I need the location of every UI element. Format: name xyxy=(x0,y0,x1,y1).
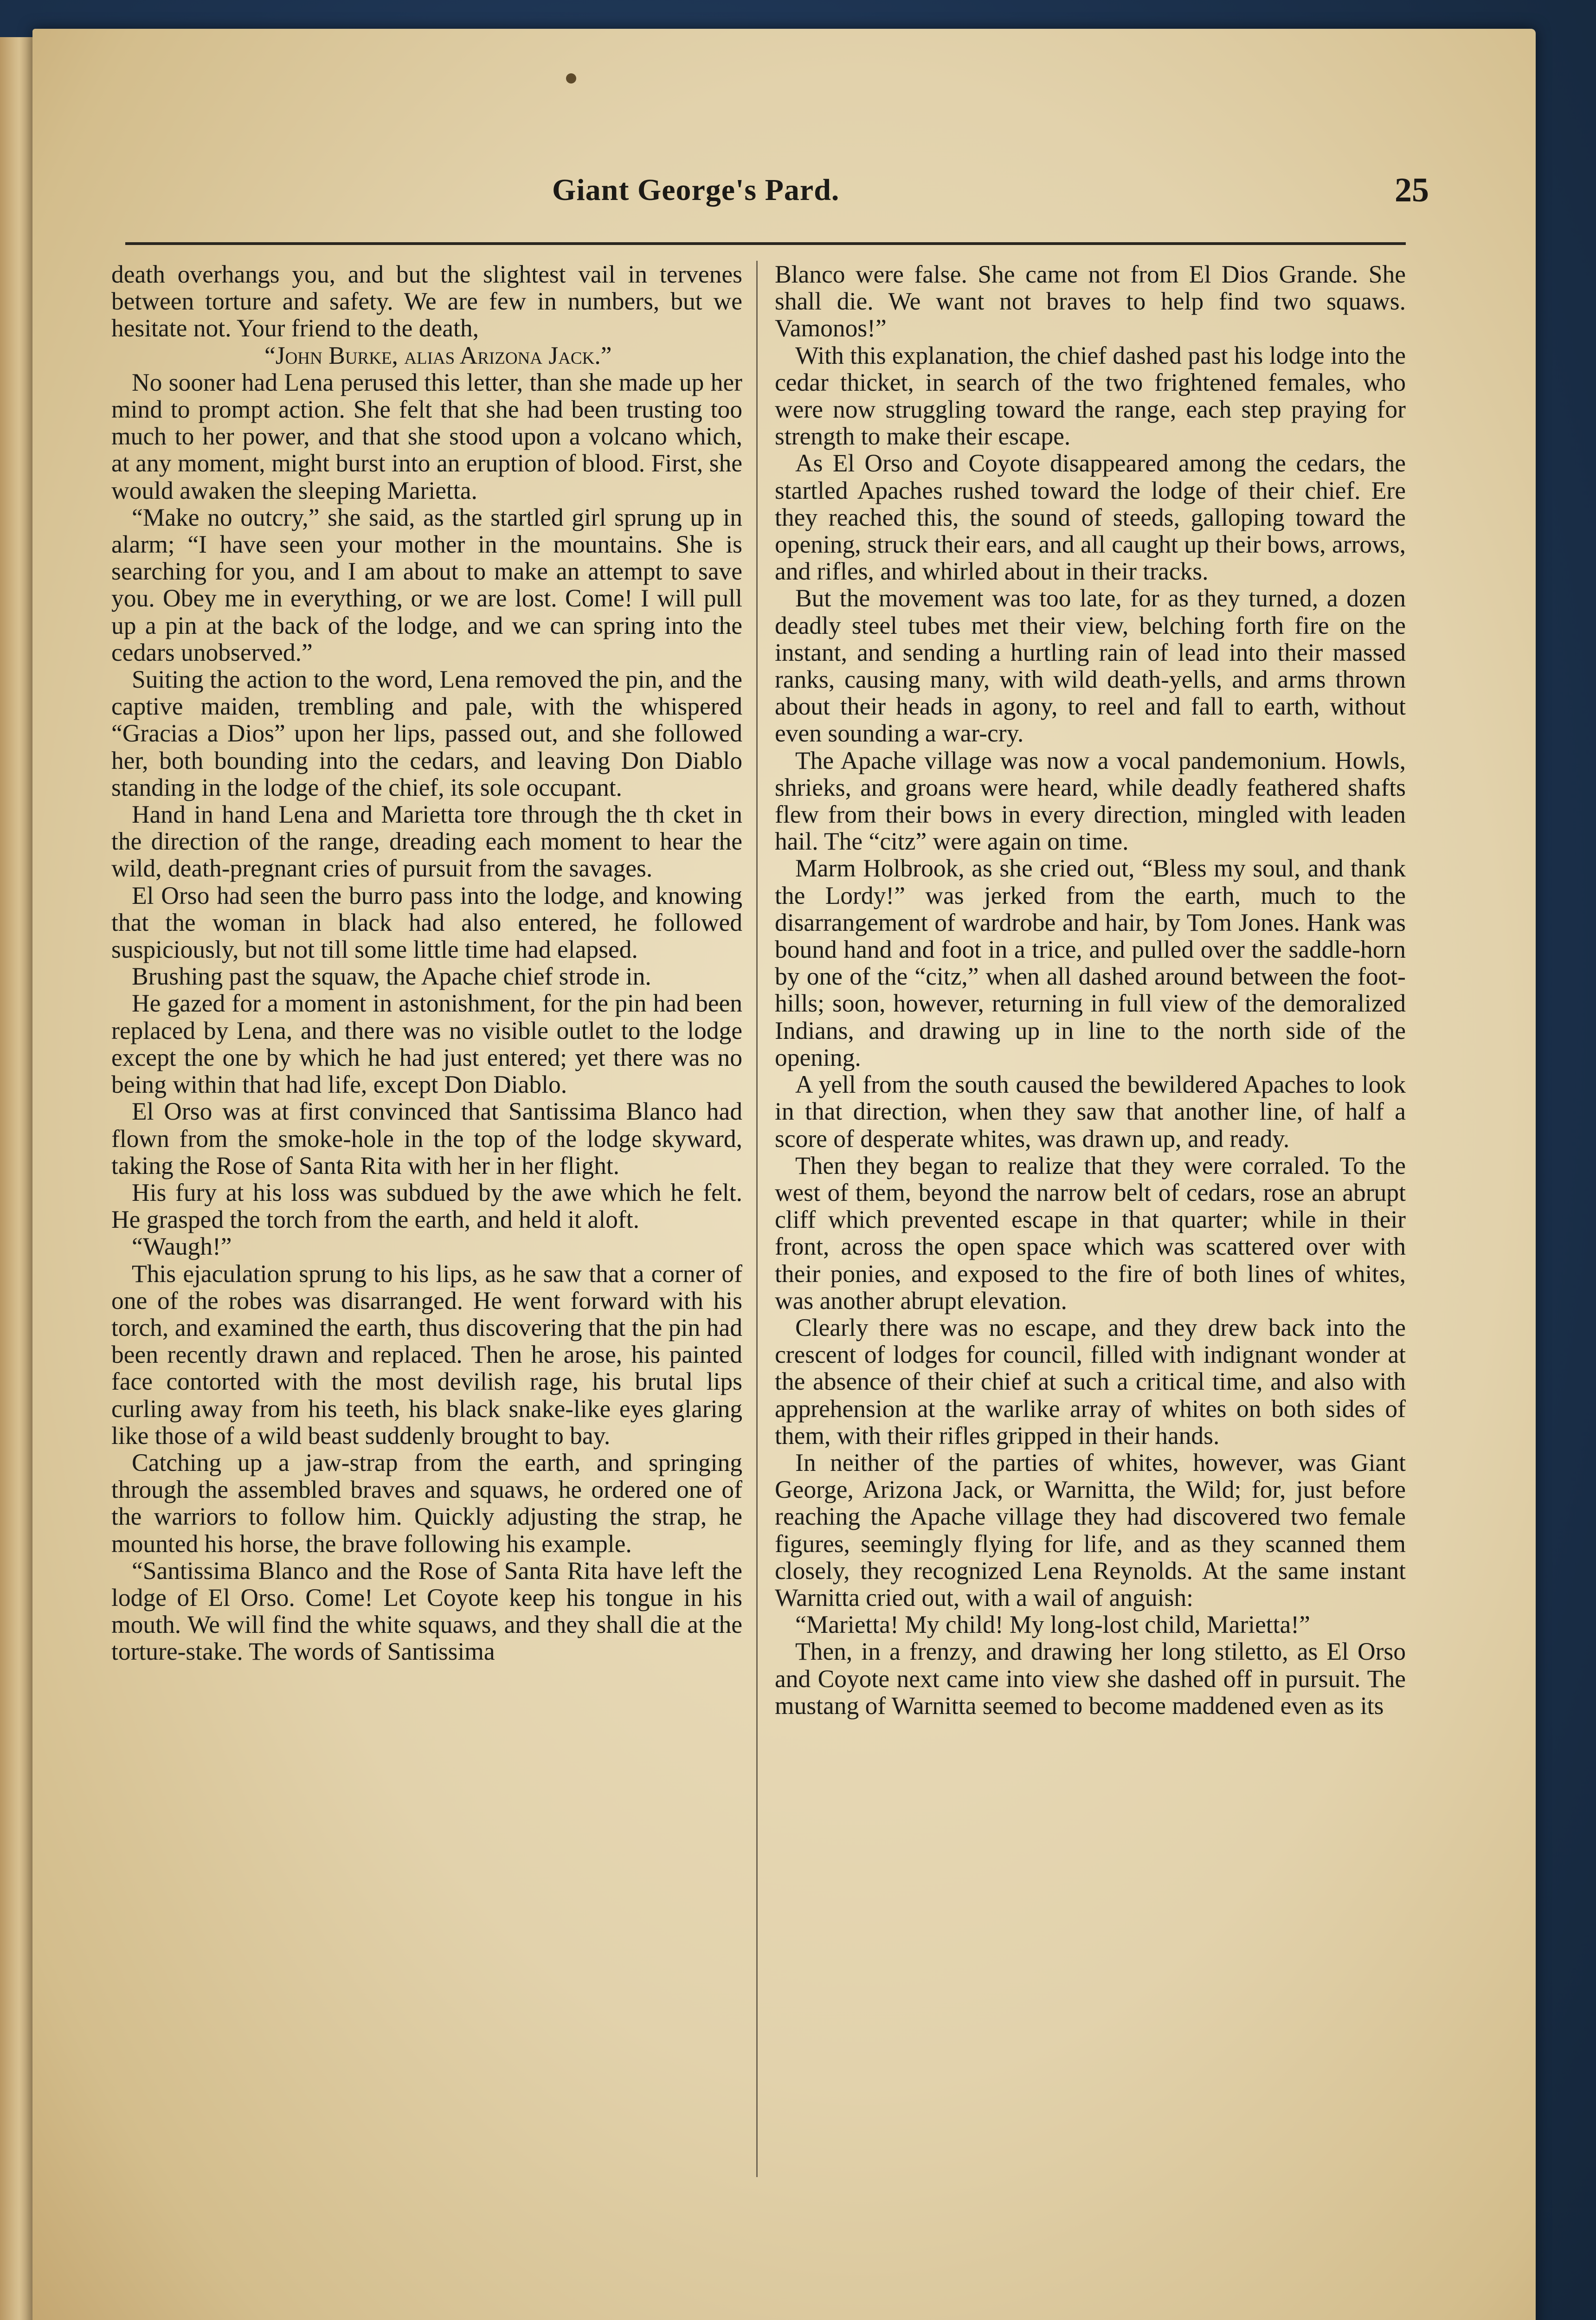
book-page xyxy=(32,29,1536,2320)
paragraph: “Santissima Blanco and the Rose of Santa Rita have left the lodge of El Orso. Come! Let Coyote keep his tongue in his mouth. We will find the white squaws, and they shall die at the torture-stake. The words of Santissima xyxy=(111,1556,742,1666)
page-blemish xyxy=(566,73,576,84)
paragraph: El Orso was at first convinced that Santissima Blanco had flown from the smoke-hole in the top of the lodge skyward, taking the Rose of Santa Rita with her in her flight. xyxy=(111,1097,742,1179)
page-header xyxy=(116,159,1443,214)
left-column xyxy=(111,261,742,1665)
paragraph: Brushing past the squaw, the Apache chief strode in. xyxy=(132,962,651,991)
paragraph: The Apache village was now a vocal pandemonium. Howls, shrieks, and groans were heard, while deadly feathered shafts flew from their bows in every direction, mingled with leaden hail. The “citz” were again on time. xyxy=(775,746,1406,856)
paragraph: Then, in a frenzy, and drawing her long stiletto, as El Orso and Coyote next came into view she dashed off in pursuit. The mustang of Warnitta seemed to become maddened even as its xyxy=(775,1637,1406,1720)
paragraph: No sooner had Lena perused this letter, than she made up her mind to prompt action. She felt that she had been trusting too much to her power, and that she stood upon a volcano which, at any moment, might burst into an eruption of blood. First, she would awaken the sleeping Marietta. xyxy=(111,368,742,504)
column-divider xyxy=(756,261,758,2177)
paragraph: Clearly there was no escape, and they drew back into the crescent of lodges for council, filled with indignant wonder at the absence of their chief at such a critical time, and also with apprehension at the warlike array of whites on both sides of them, with their rifles gripped in their hands. xyxy=(775,1313,1406,1450)
right-column xyxy=(775,261,1406,1719)
paragraph: Blanco were false. She came not from El Dios Grande. She shall die. We want not braves to help find two squaws. Vamonos!” xyxy=(775,260,1406,342)
paragraph: death overhangs you, and but the slightest vail in tervenes between torture and safety. We are few in numbers, but we hesitate not. Your friend to the death, xyxy=(111,260,742,342)
paragraph: He gazed for a moment in astonishment, for the pin had been replaced by Lena, and there was no visible outlet to the lodge except the one by which he had just entered; yet there was no being within that had life, except Don Diablo. xyxy=(111,989,742,1099)
paragraph: With this explanation, the chief dashed past his lodge into the cedar thicket, in search of the two frightened females, who were now struggling toward the range, each step praying for strength to make their escape. xyxy=(775,341,1406,451)
paragraph: But the movement was too late, for as they turned, a dozen deadly steel tubes met their view, belching forth fire on the instant, and sending a hurtling rain of lead into their massed ranks, causing many, with wild death-yells, and arms thrown about their heads in agony, to reel and fall to earth, without even sounding a war-cry. xyxy=(775,584,1406,748)
paragraph: “Make no outcry,” she said, as the startled girl sprung up in alarm; “I have seen your mother in the mountains. She is searching for you, and I am about to make an attempt to save you. Obey me in everything, or we are lost. Come! I will pull up a pin at the back of the lodge, and we can spring into the cedars unobserved.” xyxy=(111,503,742,666)
page-number: 25 xyxy=(1395,171,1429,209)
paragraph: Marm Holbrook, as she cried out, “Bless my soul, and thank the Lordy!” was jerked from the earth, much to the disarrangement of wardrobe and hair, by Tom Jones. Hank was bound hand and foot in a trice, and pulled over the saddle-horn by one of the “citz,” when all dashed around between the foot-hills; soon, however, returning in full view of the demoralized Indians, and drawing up in line to the north side of the opening. xyxy=(775,854,1406,1071)
paragraph: Suiting the action to the word, Lena removed the pin, and the captive maiden, trembling and pale, with the whispered “Gracias a Dios” upon her lips, passed out, and she followed her, both bounding into the cedars, and leaving Don Diablo standing in the lodge of the chief, its sole occupant. xyxy=(111,665,742,801)
letter-signature: “John Burke, alias Arizona Jack.” xyxy=(264,341,612,369)
paragraph: His fury at his loss was subdued by the awe which he felt. He grasped the torch from the earth, and held it aloft. xyxy=(111,1178,742,1234)
paragraph: This ejaculation sprung to his lips, as he saw that a corner of one of the robes was disarranged. He went forward with his torch, and examined the earth, thus discovering that the pin had been recently drawn and replaced. Then he arose, his painted face contorted with the most devilish rage, his brutal lips curling away from his teeth, his black snake-like eyes glaring like those of a wild beast suddenly brought to bay. xyxy=(111,1259,742,1450)
header-rule xyxy=(125,242,1406,245)
paragraph: In neither of the parties of whites, however, was Giant George, Arizona Jack, or Warnitta, the Wild; for, just before reaching the Apache village they had discovered two female figures, seemingly flying for life, and as they scanned them closely, they recognized Lena Reynolds. At the same instant Warnitta cried out, with a wail of anguish: xyxy=(775,1448,1406,1611)
paragraph: As El Orso and Coyote disappeared among the cedars, the startled Apaches rushed toward the lodge of their chief. Ere they reached this, the sound of steeds, galloping toward the opening, struck their ears, and all caught up their bows, arrows, and rifles, and whirled about in their tracks. xyxy=(775,449,1406,586)
paragraph: “Waugh!” xyxy=(132,1232,232,1261)
paragraph: Hand in hand Lena and Marietta tore through the th cket in the direction of the range, dreading each moment to hear the wild, death-pregnant cries of pursuit from the savages. xyxy=(111,800,742,883)
paragraph: A yell from the south caused the bewildered Apaches to look in that direction, when they saw that another line, of half a score of desperate whites, was drawn up, and ready. xyxy=(775,1070,1406,1153)
paragraph: Then they began to realize that they were corraled. To the west of them, beyond the narrow belt of cedars, rose an abrupt cliff which prevented escape in that quarter; while in their front, across the open space which was scattered over with their ponies, and exposed to the fire of both lines of whites, was another abrupt elevation. xyxy=(775,1151,1406,1315)
paragraph: Catching up a jaw-strap from the earth, and springing through the assembled braves and squaws, he ordered one of the warriors to follow him. Quickly adjusting the strap, he mounted his horse, the brave following his example. xyxy=(111,1448,742,1558)
paragraph: El Orso had seen the burro pass into the lodge, and knowing that the woman in black had also entered, he followed suspiciously, but not till some little time had elapsed. xyxy=(111,881,742,964)
running-title: Giant George's Pard. xyxy=(552,173,840,207)
paragraph: “Marietta! My child! My long-lost child, Marietta!” xyxy=(795,1611,1310,1639)
